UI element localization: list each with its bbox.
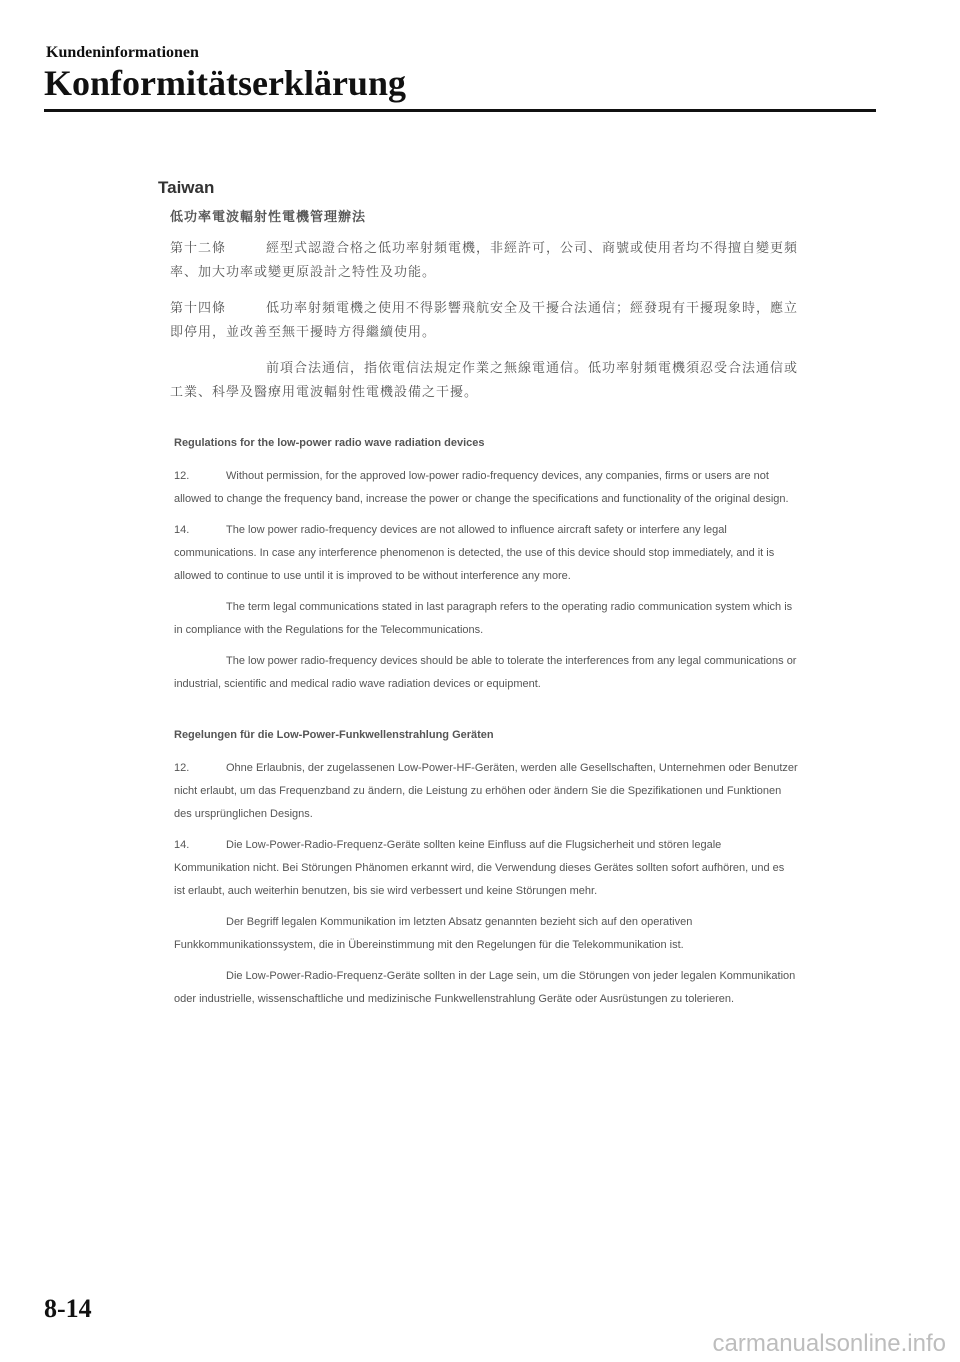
english-regulation-title: Regulations for the low-power radio wave radiation devices xyxy=(174,437,485,449)
cjk-article-12 xyxy=(170,236,798,284)
english-note-1-text: The term legal communications stated in last paragraph refers to the operating radio communication system which is in compliance with the Regulations for the Telecommunications. xyxy=(174,601,793,636)
english-article-12-text: Without permission, for the approved low-power radio-frequency devices, any companies, firms or users are not allowed to change the frequency band, increase the power or change the specifications and functionality of the original design. xyxy=(174,470,789,505)
german-note-1-text: Der Begriff legalen Kommunikation im letzten Absatz genannten bezieht sich auf den operativen Funkkommunikationssystem, die in Übereinstimmung mit den Regelungen für die Telekommunikation ist. xyxy=(174,916,693,951)
cjk-note-text: 前項合法通信，指依電信法規定作業之無線電通信。低功率射頻電機須忍受合法通信或工業、科學及醫療用電波輻射性電機設備之干擾。 xyxy=(170,360,799,399)
english-article-14 xyxy=(174,519,798,588)
cjk-article-12-number: 第十二條 xyxy=(170,240,227,255)
title-divider xyxy=(44,109,876,112)
english-article-14-number: 14. xyxy=(174,524,190,536)
page-number: 8-14 xyxy=(44,1294,92,1323)
watermark: carmanualsonline.info xyxy=(712,1330,946,1357)
english-article-14-text: The low power radio-frequency devices are not allowed to influence aircraft safety or interfere any legal communications. In case any interference phenomenon is detected, the use of this device should stop immediately, and it is allowed to continue to use until it is improved to be without interference any more. xyxy=(174,524,775,582)
german-article-14-text: Die Low-Power-Radio-Frequenz-Geräte sollten keine Einfluss auf die Flugsicherheit und stören legale Kommunikation nicht. Bei Störungen Phänomen erkannt wird, die Verwendung dieses Gerätes sollten sofort aufhören, und es ist erlaubt, auch weiterhin benutzen, bis sie wird verbessert und keine Störungen mehr. xyxy=(174,839,785,897)
german-note-2 xyxy=(174,965,798,1011)
english-article-12-number: 12. xyxy=(174,470,190,482)
german-note-1 xyxy=(174,911,798,957)
cjk-article-14 xyxy=(170,296,798,344)
scanned-declaration xyxy=(158,176,798,1019)
german-article-14 xyxy=(174,834,798,903)
region-heading: Taiwan xyxy=(158,178,215,197)
german-article-14-number: 14. xyxy=(174,839,190,851)
german-article-12 xyxy=(174,757,798,826)
german-regulation-title: Regelungen für die Low-Power-Funkwellenstrahlung Geräten xyxy=(174,729,494,741)
german-article-12-number: 12. xyxy=(174,762,190,774)
cjk-article-14-note xyxy=(170,356,798,404)
english-note-2-text: The low power radio-frequency devices should be able to tolerate the interferences from any legal communications or industrial, scientific and medical radio wave radiation devices or equipment. xyxy=(174,655,797,690)
english-note-1 xyxy=(174,596,798,642)
section-label: Kundeninformationen xyxy=(46,44,199,61)
page-title: Konformitätserklärung xyxy=(44,63,406,103)
cjk-regulation-title: 低功率電波輻射性電機管理辦法 xyxy=(170,209,367,224)
cjk-article-14-number: 第十四條 xyxy=(170,300,227,315)
english-note-2 xyxy=(174,650,798,696)
german-article-12-text: Ohne Erlaubnis, der zugelassenen Low-Power-HF-Geräten, werden alle Gesellschaften, Unternehmen oder Benutzer nicht erlaubt, um das Frequenzband zu ändern, die Leistung zu erhöhen oder ändern Sie die Spezifikationen und Funktionen des ursprünglichen Designs. xyxy=(174,762,798,820)
english-article-12 xyxy=(174,465,798,511)
german-note-2-text: Die Low-Power-Radio-Frequenz-Geräte sollten in der Lage sein, um die Störungen von jeder legalen Kommunikation oder industrielle, wissenschaftliche und medizinische Funkwellenstrahlung Geräte oder Ausrüstungen zu tolerieren. xyxy=(174,970,796,1005)
cjk-article-12-text: 經型式認證合格之低功率射頻電機，非經許可，公司、商號或使用者均不得擅自變更頻率、加大功率或變更原設計之特性及功能。 xyxy=(170,240,799,279)
cjk-article-14-text: 低功率射頻電機之使用不得影響飛航安全及干擾合法通信；經發現有干擾現象時，應立即停用，並改善至無干擾時方得繼續使用。 xyxy=(170,300,799,339)
